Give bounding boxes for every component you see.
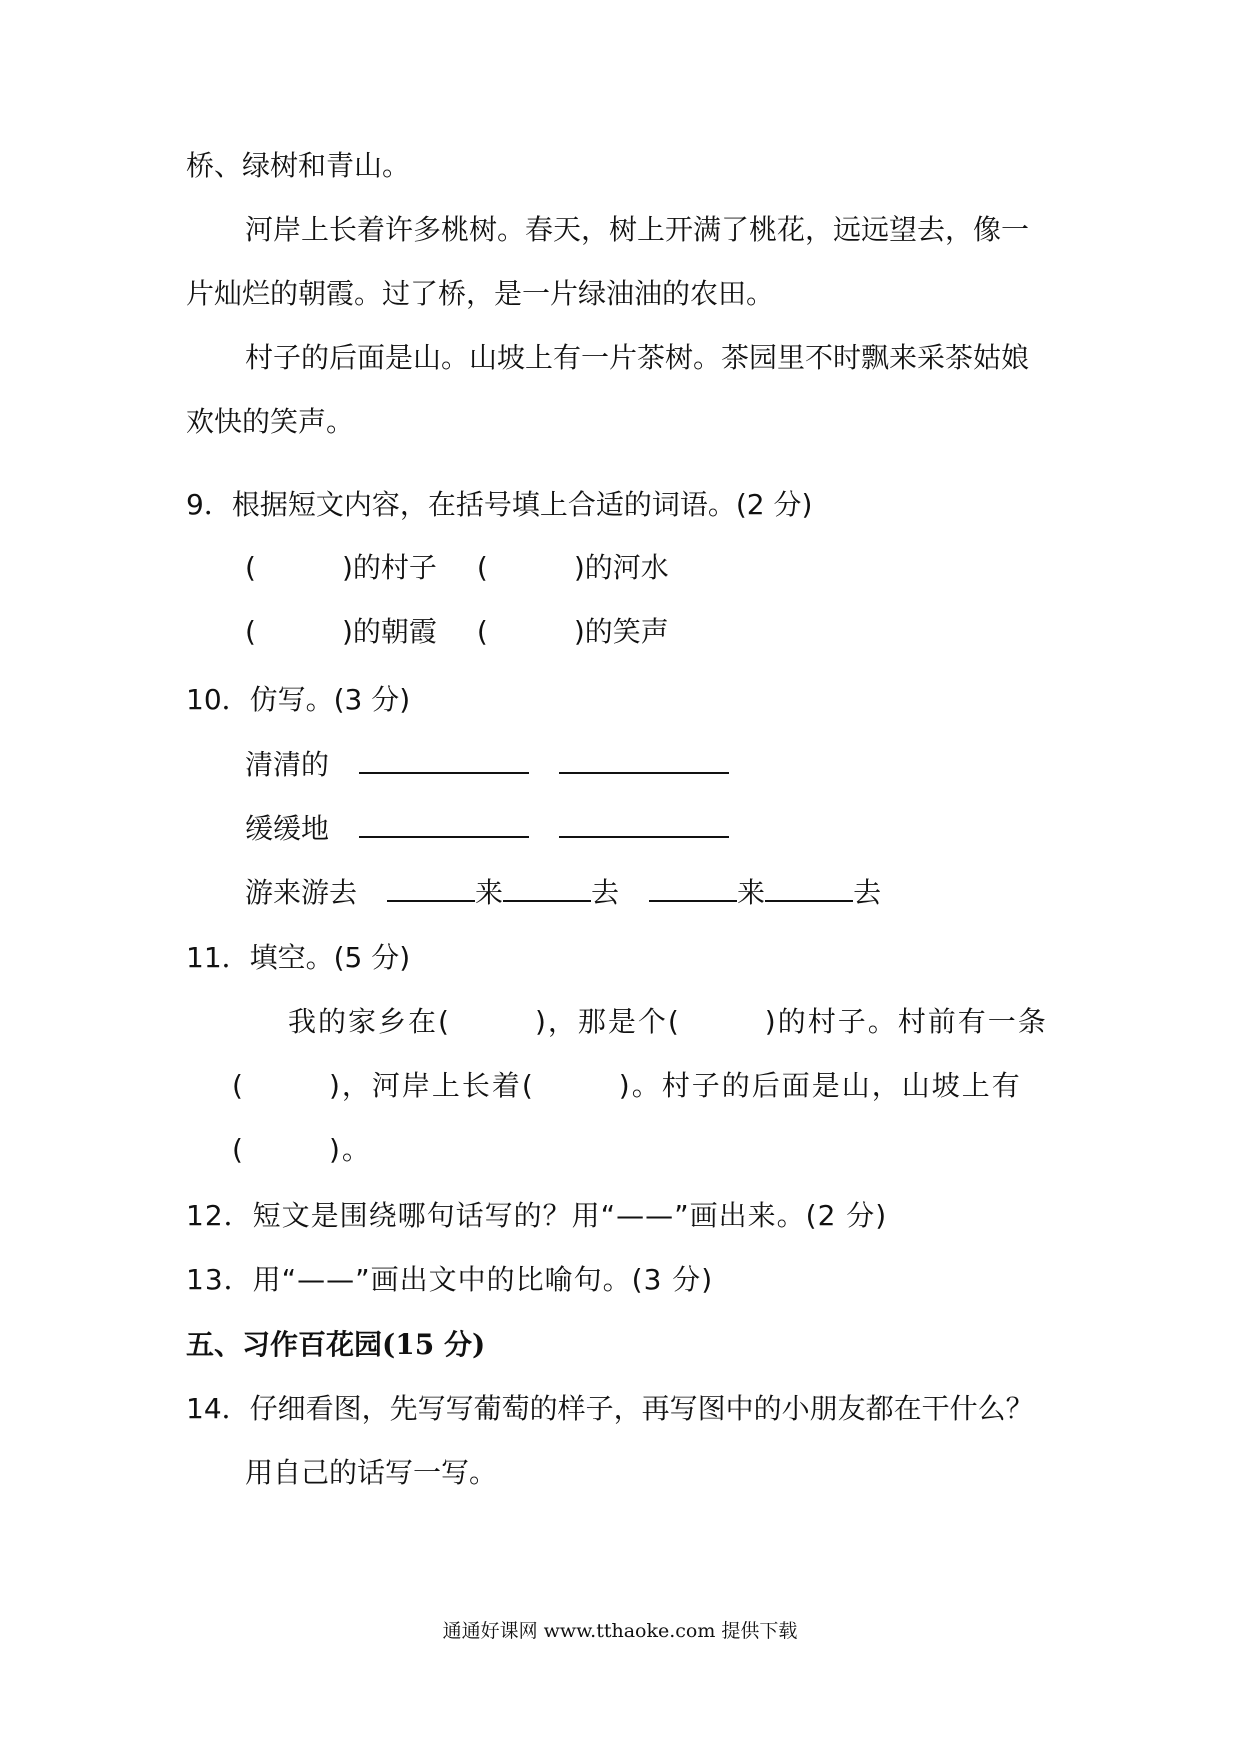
q11-l1-c: )的村子。村前有一条 [764, 1005, 1048, 1038]
question-14-line-2: 用自己的话写一写。 [245, 1456, 498, 1489]
question-9-title: 9．根据短文内容，在括号填上合适的词语。(2 分) [186, 488, 813, 521]
q9-r1-a-close: )的村子 [341, 551, 437, 584]
q9-r2-a-open: ( [245, 615, 256, 648]
question-14-line-1: 14．仔细看图，先写写葡萄的样子，再写图中的小朋友都在干什么？ [186, 1392, 1034, 1425]
q11-l3-b: )。 [328, 1133, 372, 1166]
q10-row-3-blank-4[interactable] [765, 874, 853, 902]
q11-l3-a: ( [232, 1133, 245, 1166]
q10-row-3-blank-2[interactable] [503, 874, 591, 902]
q10-row-2-blank-2[interactable] [559, 810, 729, 838]
q9-r1-a-open: ( [245, 551, 256, 584]
q11-line-1 [288, 1004, 1048, 1040]
q9-r2-a-close: )的朝霞 [341, 615, 437, 648]
q11-l1-b: )，那是个( [534, 1005, 681, 1038]
q9-r2-b-close: )的笑声 [573, 615, 669, 648]
q9-r1-b-open: ( [476, 551, 488, 584]
q9-row-1 [245, 550, 669, 586]
passage-line-3: 片灿烂的朝霞。过了桥，是一片绿油油的农田。 [186, 277, 775, 310]
q11-line-3 [232, 1132, 372, 1168]
q11-l2-c: )。村子的后面是山，山坡上有 [618, 1069, 1022, 1102]
passage-line-4: 村子的后面是山。山坡上有一片茶树。茶园里不时飘来采茶姑娘 [245, 341, 1030, 374]
question-12-title: 12．短文是围绕哪句话写的？用“——”画出来。(2 分) [186, 1199, 888, 1232]
q9-r2-b-open: ( [476, 615, 488, 648]
q10-qu-2: 去 [853, 876, 882, 909]
q10-row-3-label: 游来游去 [245, 876, 358, 909]
q11-l1-a: 我的家乡在( [288, 1005, 451, 1038]
q9-r1-b-close: )的河水 [573, 551, 669, 584]
q10-row-2-blank-1[interactable] [359, 810, 529, 838]
q9-row-2 [245, 614, 669, 650]
question-13-title: 13．用“——”画出文中的比喻句。(3 分) [186, 1263, 714, 1296]
q11-l2-b: )，河岸上长着( [328, 1069, 535, 1102]
passage-line-2: 河岸上长着许多桃树。春天，树上开满了桃花，远远望去，像一 [245, 213, 1030, 246]
question-11-title: 11．填空。(5 分) [186, 941, 411, 974]
section-5-heading: 五、习作百花园(15 分) [186, 1328, 486, 1361]
q11-l2-a: ( [232, 1069, 245, 1102]
question-10-title: 10．仿写。(3 分) [186, 683, 411, 716]
q10-lai-2: 来 [737, 876, 766, 909]
q10-row-3-blank-1[interactable] [387, 874, 475, 902]
passage-line-1: 桥、绿树和青山。 [186, 149, 411, 182]
q11-line-2 [232, 1068, 1022, 1104]
q10-row-3-blank-3[interactable] [649, 874, 737, 902]
q10-qu-1: 去 [591, 876, 620, 909]
q10-row-3 [245, 874, 881, 911]
q10-row-1-blank-1[interactable] [359, 746, 529, 774]
footer-credit: 通通好课网 www.tthaoke.com 提供下载 [442, 1620, 798, 1642]
q10-row-1-blank-2[interactable] [559, 746, 729, 774]
q10-row-2 [245, 810, 729, 847]
q10-row-1-label: 清清的 [245, 748, 330, 781]
passage-line-5: 欢快的笑声。 [186, 405, 355, 438]
q10-lai-1: 来 [475, 876, 504, 909]
q10-row-2-label: 缓缓地 [245, 812, 330, 845]
q10-row-1 [245, 746, 729, 783]
